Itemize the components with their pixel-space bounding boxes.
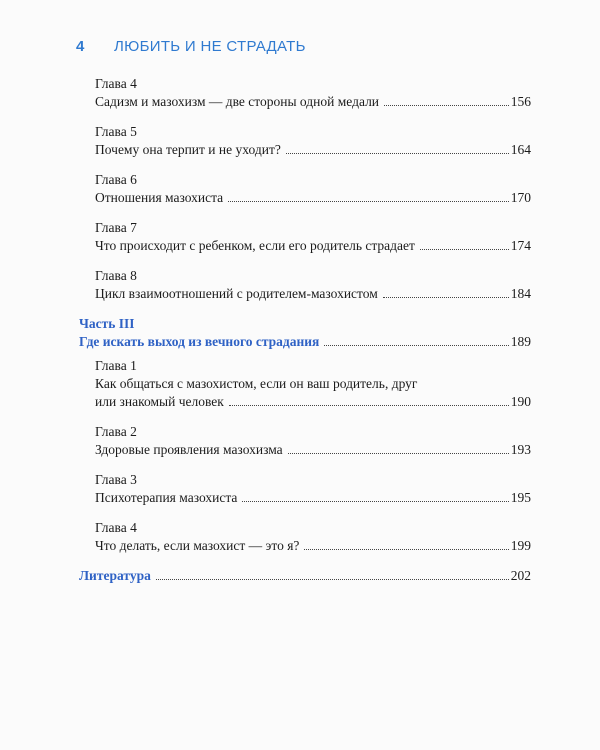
book-title: ЛЮБИТЬ И НЕ СТРАДАТЬ — [114, 38, 306, 55]
chapter-title: Здоровые проявления мазохизма — [95, 442, 283, 457]
dot-leader — [288, 453, 509, 454]
toc-literature — [79, 567, 531, 585]
page-ref: 174 — [510, 238, 531, 253]
page-number: 4 — [76, 38, 85, 55]
chapter-title: Почему она терпит и не уходит? — [95, 142, 281, 157]
toc-entry[interactable] — [79, 333, 531, 351]
table-of-contents — [79, 75, 531, 585]
toc-entry[interactable] — [95, 285, 531, 303]
dot-leader — [384, 105, 509, 106]
running-header — [76, 38, 306, 55]
chapter-title: Садизм и мазохизм — две стороны одной медали — [95, 94, 380, 109]
chapter-label: Глава 4 — [95, 520, 137, 535]
page-ref: 193 — [510, 442, 531, 457]
toc-entry[interactable] — [95, 441, 531, 459]
chapter-label: Глава 6 — [95, 172, 137, 187]
toc-chapter — [95, 471, 531, 507]
toc-chapter — [95, 423, 531, 459]
chapter-title: Психотерапия мазохиста — [95, 490, 238, 505]
dot-leader — [242, 501, 508, 502]
page-ref: 195 — [510, 490, 531, 505]
chapter-label: Глава 5 — [95, 124, 137, 139]
literature-title: Литература — [79, 568, 151, 583]
dot-leader — [383, 297, 509, 298]
dot-leader — [324, 345, 508, 346]
page-ref: 189 — [510, 334, 531, 349]
dot-leader — [156, 579, 509, 580]
part-title: Где искать выход из вечного страдания — [79, 334, 320, 349]
chapter-title: Отношения мазохиста — [95, 190, 224, 205]
dot-leader — [420, 249, 509, 250]
toc-entry[interactable] — [95, 393, 531, 411]
chapter-label: Глава 8 — [95, 268, 137, 283]
page-ref: 156 — [510, 94, 531, 109]
dot-leader — [286, 153, 509, 154]
chapter-title: Что происходит с ребенком, если его родитель страдает — [95, 238, 415, 253]
part-label: Часть III — [79, 316, 135, 331]
chapter-title: Цикл взаимоотношений с родителем-мазохистом — [95, 286, 378, 301]
chapter-title: Что делать, если мазохист — это я? — [95, 538, 300, 553]
chapter-title: или знакомый человек — [95, 394, 224, 409]
toc-chapter — [95, 171, 531, 207]
page-ref: 164 — [510, 142, 531, 157]
chapter-label: Глава 3 — [95, 472, 137, 487]
toc-chapter — [95, 519, 531, 555]
toc-chapter — [95, 267, 531, 303]
page-ref: 199 — [510, 538, 531, 553]
dot-leader — [304, 549, 508, 550]
toc-chapter — [95, 357, 531, 411]
chapter-label: Глава 1 — [95, 358, 137, 373]
toc-entry[interactable] — [95, 537, 531, 555]
toc-entry[interactable] — [95, 489, 531, 507]
toc-part-3 — [79, 315, 531, 351]
toc-entry[interactable] — [95, 237, 531, 255]
dot-leader — [229, 405, 509, 406]
toc-chapter — [95, 123, 531, 159]
page-ref: 184 — [510, 286, 531, 301]
toc-chapter — [95, 219, 531, 255]
page-ref: 170 — [510, 190, 531, 205]
page-ref: 202 — [510, 568, 531, 583]
toc-entry[interactable] — [95, 189, 531, 207]
page-ref: 190 — [510, 394, 531, 409]
toc-entry[interactable] — [95, 141, 531, 159]
chapter-label: Глава 7 — [95, 220, 137, 235]
toc-entry[interactable] — [95, 93, 531, 111]
chapter-title-line: Как общаться с мазохистом, если он ваш родитель, друг — [95, 376, 418, 391]
dot-leader — [228, 201, 509, 202]
toc-chapter — [95, 75, 531, 111]
chapter-label: Глава 2 — [95, 424, 137, 439]
chapter-label: Глава 4 — [95, 76, 137, 91]
toc-entry[interactable] — [79, 567, 531, 585]
